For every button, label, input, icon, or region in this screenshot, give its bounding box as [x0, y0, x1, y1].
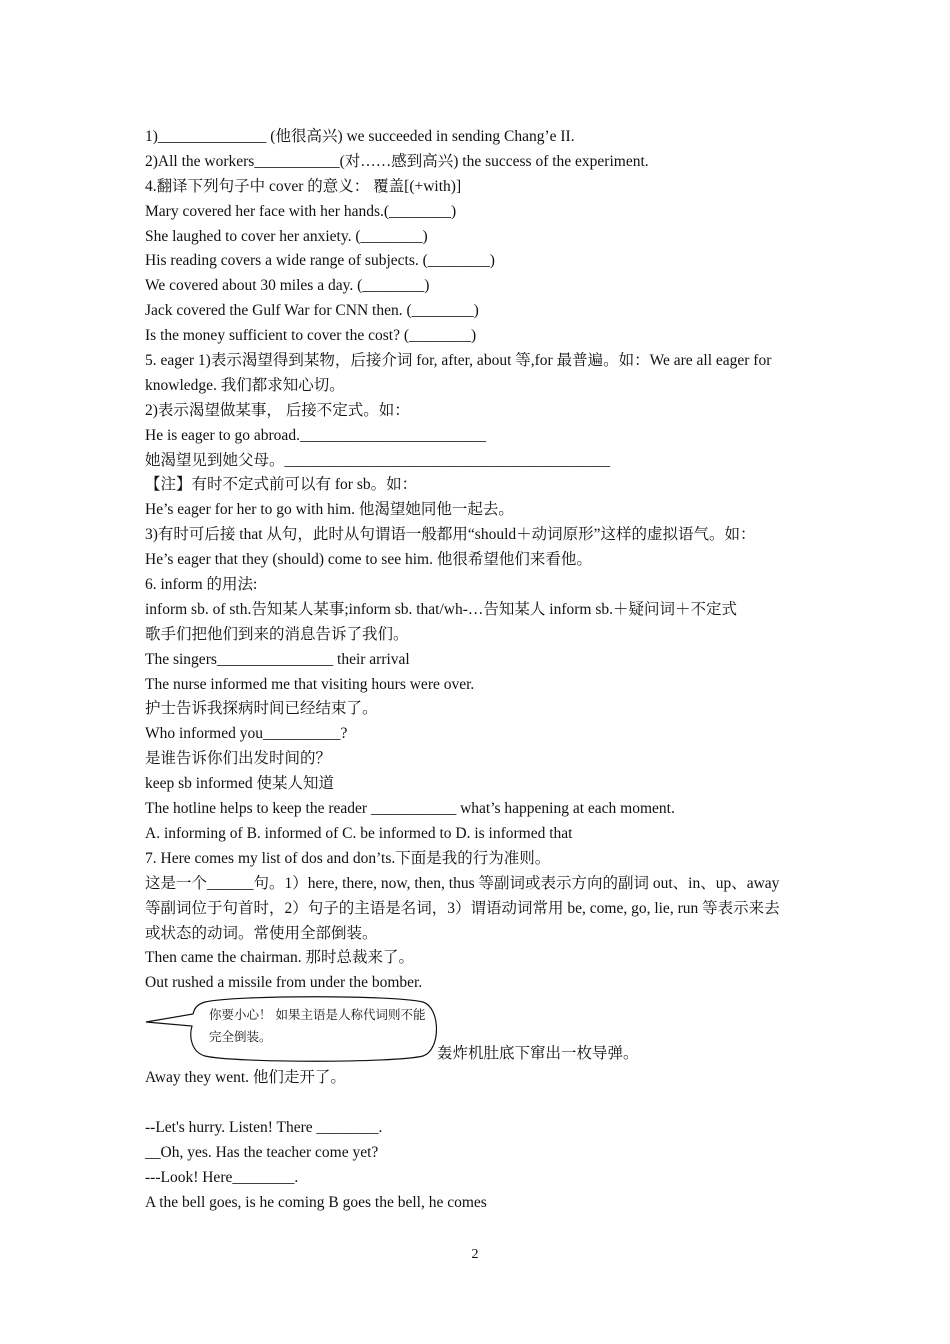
- text-line: The hotline helps to keep the reader ___________ what’s happening at each moment.: [145, 800, 675, 818]
- text-line: The singers_______________ their arrival: [145, 650, 410, 668]
- answer-options: A. informing of B. informed of C. be informed to D. is informed that: [145, 824, 573, 842]
- speech-bubble-line: [145, 996, 815, 1066]
- section-heading: 4.翻译下列句子中 cover 的意义： 覆盖[(+with)]: [145, 177, 462, 195]
- text-line: Jack covered the Gulf War for CNN then. (________): [145, 302, 479, 320]
- text-line: Then came the chairman. 那时总裁来了。: [145, 949, 415, 967]
- section-heading: 6. inform 的用法:: [145, 576, 258, 594]
- text-line: 护士告诉我探病时间已经结束了。: [145, 700, 378, 718]
- text-line: 是谁告诉你们出发时间的？: [145, 750, 332, 768]
- section-heading: 5. eager 1)表示渴望得到某物，后接介词 for, after, about 等,for 最普遍。如：We are all eager for: [145, 352, 772, 370]
- text-line: 轰炸机肚底下窜出一枚导弹。: [437, 1045, 639, 1063]
- text-line: He’s eager that they (should) come to see him. 他很希望他们来看他。: [145, 551, 592, 569]
- dialogue-line: __Oh, yes. Has the teacher come yet?: [145, 1143, 379, 1161]
- text-line: The nurse informed me that visiting hours were over.: [145, 675, 475, 693]
- text-line: 3)有时可后接 that 从句，此时从句谓语一般都用“should＋动词原形”这样的虚拟语气。如：: [145, 526, 756, 544]
- bubble-note: 你要小心！ 如果主语是人称代词则不能完全倒装。: [209, 1007, 426, 1045]
- note-line: 【注】有时不定式前可以有 for sb。如：: [145, 476, 418, 494]
- text-line: Out rushed a missile from under the bomber.: [145, 974, 423, 992]
- speech-bubble: [145, 996, 437, 1062]
- text-line: 她渴望见到她父母。__________________________________________: [145, 451, 611, 469]
- text-line: 2)All the workers___________(对……感到高兴) the success of the experiment.: [145, 152, 649, 170]
- text-line: inform sb. of sth.告知某人某事;inform sb. that/wh-…告知某人 inform sb.＋疑问词＋不定式: [145, 600, 737, 618]
- text-line: Is the money sufficient to cover the cost? (________): [145, 327, 477, 345]
- blank-line: [145, 1091, 815, 1116]
- text-line: Mary covered her face with her hands.(________): [145, 202, 457, 220]
- page-number: 2: [471, 1247, 479, 1262]
- text-line: 等副词位于句首时，2）句子的主语是名词，3）谓语动词常用 be, come, go, lie, run 等表示来去: [145, 899, 780, 917]
- text-line: His reading covers a wide range of subjects. (________): [145, 252, 495, 270]
- text-line: He’s eager for her to go with him. 他渴望她同他一起去。: [145, 501, 514, 519]
- text-line: knowledge. 我们都求知心切。: [145, 376, 345, 394]
- dialogue-line: --Let's hurry. Listen! There ________.: [145, 1118, 383, 1136]
- answer-options: A the bell goes, is he coming B goes the bell, he comes: [145, 1193, 487, 1211]
- text-line: She laughed to cover her anxiety. (________): [145, 227, 428, 245]
- text-line: 或状态的动词。常使用全部倒装。: [145, 924, 378, 942]
- text-line: Who informed you__________?: [145, 725, 348, 743]
- dialogue-line: ---Look! Here________.: [145, 1168, 299, 1186]
- document-body: [145, 125, 815, 1216]
- text-line: 2)表示渴望做某事， 后接不定式。如：: [145, 401, 410, 419]
- text-line: He is eager to go abroad.________________________: [145, 426, 486, 444]
- text-line: 这是一个______句。1）here, there, now, then, thus 等副词或表示方向的副词 out、in、up、away: [145, 874, 780, 892]
- text-line: 歌手们把他们到来的消息告诉了我们。: [145, 625, 409, 643]
- text-line: We covered about 30 miles a day. (________): [145, 277, 430, 295]
- text-line: keep sb informed 使某人知道: [145, 775, 334, 793]
- section-heading: 7. Here comes my list of dos and don’ts.下面是我的行为准则。: [145, 849, 551, 867]
- text-line: 1)______________ (他很高兴) we succeeded in sending Chang’e II.: [145, 128, 575, 145]
- text-line: Away they went. 他们走开了。: [145, 1069, 346, 1087]
